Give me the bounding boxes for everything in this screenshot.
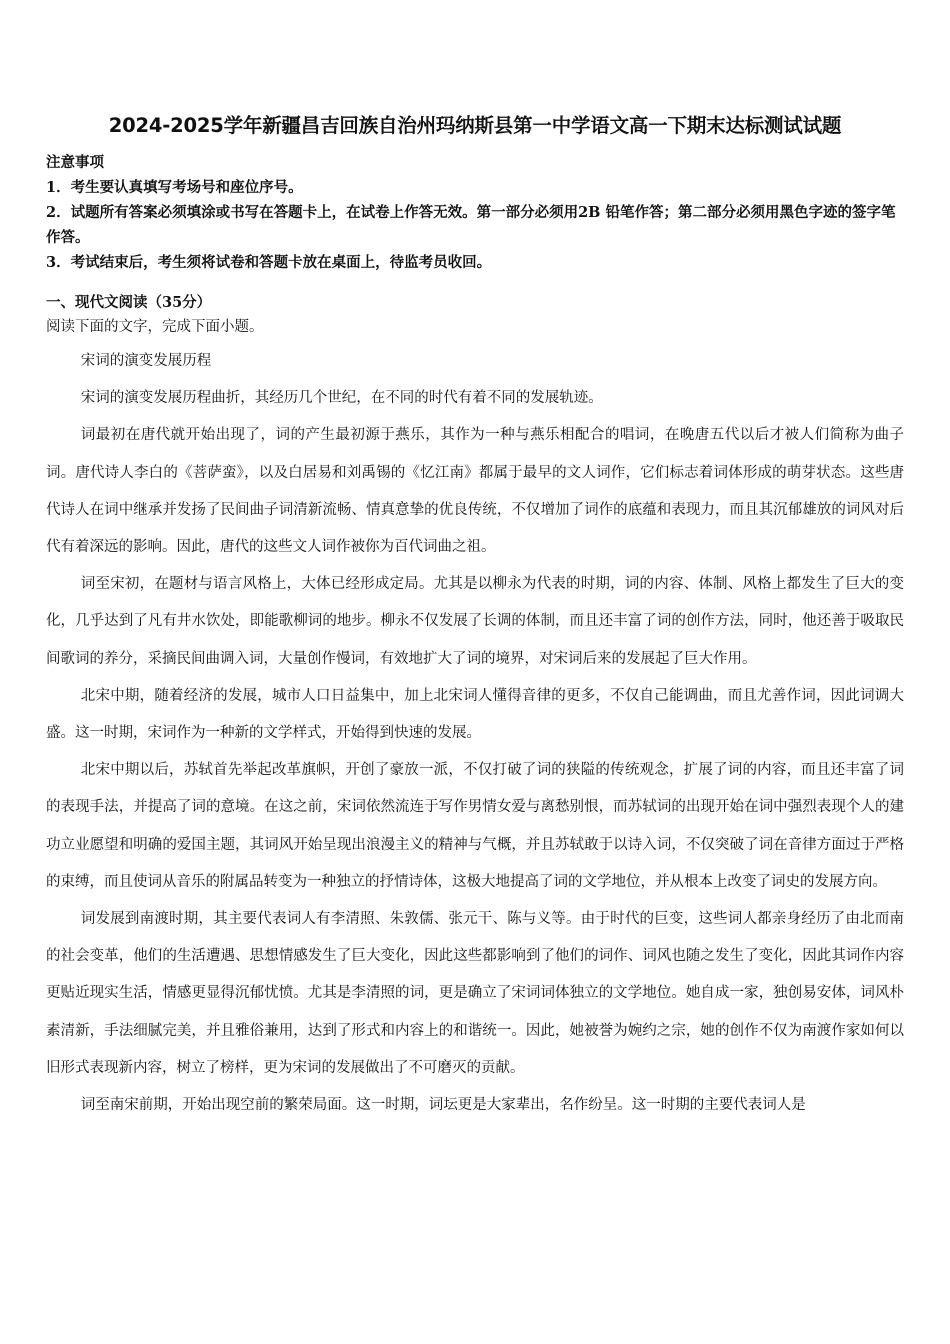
- passage-paragraph: 宋词的演变发展历程曲折，其经历几个世纪，在不同的时代有着不同的发展轨迹。: [80, 390, 603, 407]
- notice-heading: 注意事项: [46, 154, 104, 171]
- section-instruction: 阅读下面的文字，完成下面小题。: [46, 319, 264, 335]
- reading-passage: [46, 343, 904, 1124]
- passage-title: 宋词的演变发展历程: [80, 353, 212, 369]
- notice-item-3: 3．考试结束后，考生须将试卷和答题卡放在桌面上，待监考员收回。: [46, 254, 492, 271]
- passage-paragraph: 北宋中期，随着经济的发展，城市人口日益集中，加上北宋词人懂得音律的更多，不仅自己能调曲，而且尤善作词，因此词调大盛。这一时期，宋词作为一种新的文学样式，开始得到快速的发展。: [46, 687, 904, 742]
- passage-paragraph: 词最初在唐代就开始出现了，词的产生最初源于燕乐，其作为一种与燕乐相配合的唱词，在晚唐五代以后才被人们简称为曲子词。唐代诗人李白的《菩萨蛮》，以及白居易和刘禹锡的《忆江南》都属于最早的文人词作，它们标志着词体形成的萌芽状态。这些唐代诗人在词中继承并发扬了民间曲子词清新流畅、情真意挚的优良传统，不仅增加了词作的底蕴和表现力，而且其沉郁雄放的词风对后代有着深远的影响。因此，唐代的这些文人词作被你为百代词曲之祖。: [46, 427, 904, 556]
- notice-item-2: 2．试题所有答案必须填涂或书写在答题卡上，在试卷上作答无效。第一部分必须用2B 铅笔作答；第二部分必须用黑色字迹的签字笔作答。: [46, 204, 896, 246]
- passage-paragraph: 北宋中期以后，苏轼首先举起改革旗帜，开创了豪放一派，不仅打破了词的狭隘的传统观念，扩展了词的内容，而且还丰富了词的表现手法，并提高了词的意境。在这之前，宋词依然流连于写作男情女爱与离愁别恨，而苏轼词的出现开始在词中强烈表现个人的建功立业愿望和明确的爱国主题，其词风开始呈现出浪漫主义的精神与气概，并且苏轼敢于以诗入词，不仅突破了词在音律方面过于严格的束缚，而且使词从音乐的附属品转变为一种独立的抒情诗体，这极大地提高了词的文学地位，并从根本上改变了词史的发展方向。: [46, 762, 904, 890]
- section-heading: 一、现代文阅读（35分）: [46, 294, 212, 311]
- notice-item-1: 1．考生要认真填写考场号和座位序号。: [46, 179, 303, 196]
- passage-paragraph: 词至宋初，在题材与语言风格上，大体已经形成定局。尤其是以柳永为代表的时期，词的内容、体制、风格上都发生了巨大的变化，几乎达到了凡有井水饮处，即能歌柳词的地步。柳永不仅发展了长调的体制，而且还丰富了词的创作方法，同时，他还善于吸取民间歌词的养分，采摘民间曲调入词，大量创作慢词，有效地扩大了词的境界，对宋词后来的发展起了巨大作用。: [46, 576, 904, 667]
- notice-block: [46, 150, 904, 275]
- passage-paragraph: 词发展到南渡时期，其主要代表词人有李清照、朱敦儒、张元干、陈与义等。由于时代的巨变，这些词人都亲身经历了由北而南的社会变革，他们的生活遭遇、思想情感发生了巨大变化，因此这些都影响到了他们的词作、词风也随之发生了变化，因此其词作内容更贴近现实生活，情感更显得沉郁忧愤。尤其是李清照的词，更是确立了宋词词体独立的文学地位。她自成一家，独创易安体，词风朴素清新，手法细腻完美，并且雅俗兼用，达到了形式和内容上的和谐统一。因此，她被誉为婉约之宗，她的创作不仅为南渡作家如何以旧形式表现新内容，树立了榜样，更为宋词的发展做出了不可磨灭的贡献。: [46, 911, 904, 1076]
- exam-title: 2024-2025学年新疆昌吉回族自治州玛纳斯县第一中学语文高一下期末达标测试试题: [108, 114, 842, 137]
- passage-paragraph: 词至南宋前期，开始出现空前的繁荣局面。这一时期，词坛更是大家辈出，名作纷呈。这一时期的主要代表词人是: [80, 1097, 806, 1114]
